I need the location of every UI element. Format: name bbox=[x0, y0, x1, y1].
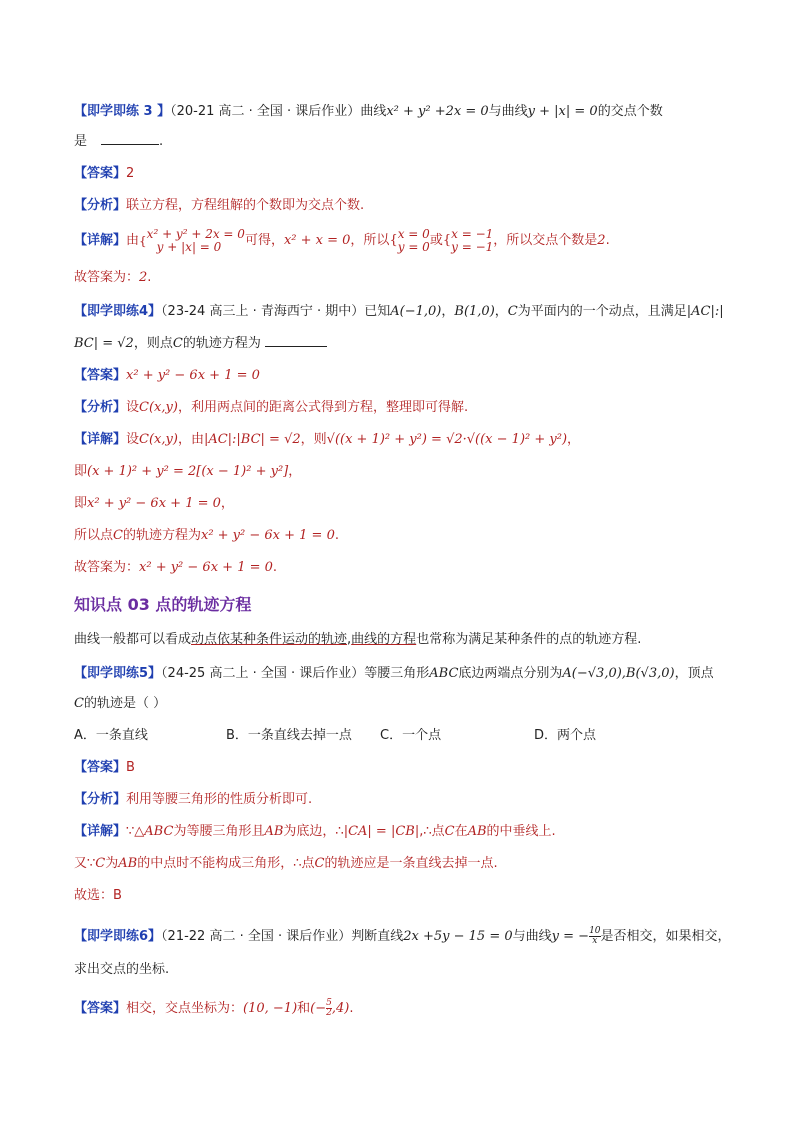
p4-conclusion-label: 故答案为： bbox=[74, 560, 140, 575]
p4-step3-a: 所以点 bbox=[74, 528, 114, 543]
p3-system1-body bbox=[147, 228, 245, 254]
p6-q-c: 是否相交，如果相交， bbox=[600, 929, 731, 944]
p6-q-b: 与曲线 bbox=[512, 929, 552, 944]
p4-detail-eq: √((x + 1)² + y²) = √2·√((x − 1)² + y²) bbox=[326, 432, 568, 447]
p5-detail-ab: AB bbox=[264, 824, 284, 839]
p6-pt2-b: ,4) bbox=[331, 1001, 350, 1016]
p5-answer-value: B bbox=[126, 760, 135, 775]
p5-answer bbox=[74, 758, 135, 778]
p5-q-b: 底边两端点分别为 bbox=[458, 666, 563, 681]
p3-answer bbox=[74, 164, 134, 184]
p3-sys1-top: x² + y² + 2x = 0 bbox=[146, 226, 245, 241]
p5-detail-b: 为等腰三角形且 bbox=[173, 824, 265, 839]
p4-step3 bbox=[74, 526, 339, 546]
p6-frac-num: 10 bbox=[589, 926, 601, 936]
p4-step3-c: C bbox=[113, 528, 123, 543]
p5-question-line2 bbox=[74, 694, 166, 714]
p4-ptB: B(1,0) bbox=[454, 304, 495, 319]
detail-tag: 【详解】 bbox=[74, 233, 127, 248]
p4-question-line2 bbox=[74, 334, 327, 354]
p4-step2-end: ， bbox=[220, 496, 234, 511]
p5-detail-f: 的中垂线上. bbox=[486, 824, 556, 839]
p4-step2 bbox=[74, 494, 234, 514]
p4-detail bbox=[74, 430, 580, 450]
p5-detail2-C: C bbox=[95, 856, 106, 871]
p4-question-line1 bbox=[74, 302, 724, 322]
p5-pts: A(−√3,0),B(√3,0) bbox=[562, 666, 675, 681]
p3-conclusion-val: 2 bbox=[139, 270, 148, 285]
analysis-tag: 【分析】 bbox=[74, 400, 127, 415]
p5-analysis-text: 利用等腰三角形的性质分析即可. bbox=[126, 792, 313, 807]
p3-question-line2 bbox=[74, 132, 163, 152]
p5-tag: 【即学即练5】 bbox=[74, 666, 162, 681]
p3-detail-end: . bbox=[605, 233, 610, 248]
p4-ptC: C bbox=[507, 304, 518, 319]
p4-q-b: ， bbox=[441, 304, 455, 319]
p3-answer-value: 2 bbox=[126, 166, 135, 181]
p4-line2-c: C bbox=[172, 336, 183, 351]
p6-line-eq: 2x +5y − 15 = 0 bbox=[403, 929, 513, 944]
p4-analysis-pt: C(x,y) bbox=[139, 400, 178, 415]
p3-system2 bbox=[398, 228, 430, 254]
p6-pt1: (10, −1) bbox=[243, 1001, 298, 1016]
p5-option-c-wrap bbox=[380, 726, 441, 746]
p4-analysis-b: ，利用两点间的距离公式得到方程，整理即可得解. bbox=[177, 400, 469, 415]
p5-detail-a: ∵△ bbox=[126, 824, 145, 839]
p3-sys3-top: x = −1 bbox=[451, 226, 494, 241]
answer-tag: 【答案】 bbox=[74, 166, 127, 181]
answer-tag: 【答案】 bbox=[74, 760, 127, 775]
p3-line2-end: . bbox=[159, 134, 164, 149]
p6-answer-end: . bbox=[349, 1001, 354, 1016]
p4-conclusion-end: . bbox=[272, 560, 278, 575]
p5-tri: ABC bbox=[429, 666, 459, 681]
p5-detail bbox=[74, 822, 556, 842]
p4-step1-a: 即 bbox=[74, 464, 88, 479]
p6-source: （21-22 高二 · 全国 · 课后作业） bbox=[161, 929, 352, 944]
p3-sys2-top: x = 0 bbox=[397, 226, 430, 241]
p6-pt2-den: 2 bbox=[326, 1008, 332, 1018]
p3-tag: 【即学即练 3 】 bbox=[74, 104, 171, 119]
p3-q-a: 曲线 bbox=[360, 104, 387, 119]
option-b[interactable]: B．一条直线去掉一点 bbox=[226, 728, 352, 743]
intro-underline-2: 曲线的方程 bbox=[351, 632, 417, 647]
option-d[interactable]: D．两个点 bbox=[534, 728, 597, 743]
p6-curve-lhs: y = − bbox=[551, 929, 590, 944]
p4-step3-b: 的轨迹方程为 bbox=[122, 528, 201, 543]
answer-blank[interactable] bbox=[265, 334, 327, 347]
p5-conclusion bbox=[74, 886, 122, 906]
p3-sys1-bot: y + |x| = 0 bbox=[156, 239, 222, 254]
p6-pt2-a: (− bbox=[310, 1001, 327, 1016]
p4-conclusion bbox=[74, 558, 277, 578]
p5-detail-ab2: AB bbox=[467, 824, 487, 839]
p4-source: （23-24 高三上 · 青海西宁 · 期中） bbox=[161, 304, 365, 319]
p3-eq2: y + |x| = 0 bbox=[527, 104, 598, 119]
p5-detail2-b: 为 bbox=[105, 856, 119, 871]
p5-conclusion-text: 故选：B bbox=[74, 888, 122, 903]
p4-q-a: 已知 bbox=[364, 304, 391, 319]
p3-system1: { bbox=[139, 233, 147, 248]
p5-detail2-c: 的中点时不能构成三角形，∴点 bbox=[137, 856, 315, 871]
p5-options bbox=[74, 726, 148, 746]
answer-blank[interactable] bbox=[101, 132, 159, 145]
p3-eq1: x² + y² +2x = 0 bbox=[386, 104, 489, 119]
p6-line2: 求出交点的坐标. bbox=[74, 962, 170, 977]
p4-line2-b: ，则点 bbox=[133, 336, 173, 351]
intro-a: 曲线一般都可以看成 bbox=[74, 632, 192, 647]
p5-detail-e: 在 bbox=[454, 824, 468, 839]
analysis-tag: 【分析】 bbox=[74, 198, 127, 213]
p3-q-b: 与曲线 bbox=[488, 104, 528, 119]
p4-answer bbox=[74, 366, 260, 386]
p3-detail-or: 或 bbox=[429, 233, 443, 248]
p4-step2-a: 即 bbox=[74, 496, 88, 511]
intro-c: 也常称为满足某种条件的点的轨迹方程. bbox=[416, 632, 642, 647]
p5-detail-d: ,∴点 bbox=[419, 824, 445, 839]
p4-analysis-a: 设 bbox=[126, 400, 140, 415]
p4-step3-eq: x² + y² − 6x + 1 = 0 bbox=[200, 528, 335, 543]
p4-ptA: A(−1,0) bbox=[390, 304, 442, 319]
p6-question-line1 bbox=[74, 924, 731, 950]
p4-q-d: 为平面内的一个动点，且满足 bbox=[517, 304, 687, 319]
p5-q-c: ，顶点 bbox=[674, 666, 714, 681]
p4-detail-b: ，由 bbox=[177, 432, 204, 447]
p3-detail-num: 2 bbox=[597, 233, 606, 248]
answer-tag: 【答案】 bbox=[74, 368, 127, 383]
p6-frac-den: x bbox=[592, 936, 598, 946]
detail-tag: 【详解】 bbox=[74, 824, 127, 839]
option-a[interactable]: A．一条直线 bbox=[74, 728, 148, 743]
intro-underline-1: 动点依某种条件运动的轨迹 bbox=[191, 632, 348, 647]
p4-line2-a: BC| = √2 bbox=[74, 336, 134, 351]
p4-detail-a: 设 bbox=[126, 432, 140, 447]
p4-step3-end: . bbox=[334, 528, 339, 543]
p3-detail-eq: x² + x = 0 bbox=[283, 233, 351, 248]
p4-step1 bbox=[74, 462, 301, 482]
p4-analysis bbox=[74, 398, 468, 418]
detail-tag: 【详解】 bbox=[74, 432, 127, 447]
section-intro bbox=[74, 630, 641, 650]
answer-tag: 【答案】 bbox=[74, 1001, 127, 1016]
p4-tag: 【即学即练4】 bbox=[74, 304, 162, 319]
p5-option-d-wrap bbox=[534, 726, 596, 746]
p4-q-c: ， bbox=[494, 304, 508, 319]
p4-answer-value: x² + y² − 6x + 1 = 0 bbox=[126, 368, 260, 383]
p5-detail2-ab: AB bbox=[118, 856, 138, 871]
option-c[interactable]: C．一个点 bbox=[380, 728, 442, 743]
p3-q-c: 的交点个数 bbox=[597, 104, 663, 119]
p3-analysis bbox=[74, 196, 364, 216]
p5-q-a: 等腰三角形 bbox=[364, 666, 430, 681]
p3-conclusion bbox=[74, 268, 151, 288]
p5-detail2-d: 的轨迹应是一条直线去掉一点. bbox=[324, 856, 498, 871]
p5-detail-C: C bbox=[444, 824, 455, 839]
p5-detail-c: 为底边，∴ bbox=[283, 824, 344, 839]
p3-detail: 【详解】由{x² + y² + 2x = 0 y + |x| = 0 可得，x² + x = 0，所以{x = 0 y = 0或{x = −1 y = −1，所以交点个数是2. bbox=[74, 226, 610, 254]
p6-pt2-num: 5 bbox=[326, 998, 332, 1008]
p3-analysis-text: 联立方程，方程组解的个数即为交点个数. bbox=[126, 198, 365, 213]
p4-detail-ratio: |AC|:|BC| = √2 bbox=[203, 432, 301, 447]
p5-detail-eq: |CA| = |CB| bbox=[343, 824, 420, 839]
section-heading: 知识点 03 点的轨迹方程 bbox=[74, 595, 252, 614]
p5-detail2-a: 又∵ bbox=[74, 856, 96, 871]
p5-detail2-C2: C bbox=[314, 856, 325, 871]
p3-system3 bbox=[451, 228, 493, 254]
p4-step2-eq: x² + y² − 6x + 1 = 0 bbox=[87, 496, 221, 511]
p6-question-line2 bbox=[74, 960, 169, 980]
p3-sys3-bot: y = −1 bbox=[451, 239, 494, 254]
p3-sys2-bot: y = 0 bbox=[397, 239, 430, 254]
p3-line2: 是 bbox=[74, 134, 88, 149]
p3-question-line1 bbox=[74, 102, 663, 122]
p4-step1-end: ， bbox=[288, 464, 302, 479]
p5-detail2 bbox=[74, 854, 498, 874]
intro-b: , bbox=[347, 632, 352, 647]
p5-option-b-wrap bbox=[226, 726, 352, 746]
p6-answer bbox=[74, 996, 354, 1022]
p4-detail-end: ， bbox=[567, 432, 581, 447]
p6-q-a: 判断直线 bbox=[351, 929, 404, 944]
p4-detail-pt: C(x,y) bbox=[139, 432, 178, 447]
p5-detail-tri: ABC bbox=[144, 824, 174, 839]
p4-detail-c: ，则 bbox=[300, 432, 327, 447]
p3-conclusion-label: 故答案为： bbox=[74, 270, 140, 285]
p5-question-line1 bbox=[74, 664, 714, 684]
p3-detail-b: 可得， bbox=[244, 233, 284, 248]
p6-answer-a: 相交，交点坐标为： bbox=[126, 1001, 244, 1016]
p6-fraction bbox=[589, 927, 600, 946]
p3-detail-c: ，所以 bbox=[350, 233, 390, 248]
p3-detail-d: ，所以交点个数是 bbox=[493, 233, 598, 248]
p3-conclusion-end: . bbox=[147, 270, 152, 285]
p4-conclusion-val: x² + y² − 6x + 1 = 0 bbox=[139, 560, 273, 575]
p6-answer-and: 和 bbox=[297, 1001, 311, 1016]
p5-line2: 的轨迹是（ ） bbox=[83, 696, 167, 711]
p5-analysis bbox=[74, 790, 312, 810]
p3-source: （20-21 高二 · 全国 · 课后作业） bbox=[170, 104, 361, 119]
p4-ratio-a: |AC|:| bbox=[686, 304, 724, 319]
p3-detail-a: 由 bbox=[126, 233, 140, 248]
p5-source: （24-25 高二上 · 全国 · 课后作业） bbox=[161, 666, 365, 681]
analysis-tag: 【分析】 bbox=[74, 792, 127, 807]
p4-step1-eq: (x + 1)² + y² = 2[(x − 1)² + y²] bbox=[87, 464, 289, 479]
p5-line2-c: C bbox=[74, 696, 84, 711]
p4-line2-d: 的轨迹方程为 bbox=[182, 336, 261, 351]
p6-tag: 【即学即练6】 bbox=[74, 929, 162, 944]
